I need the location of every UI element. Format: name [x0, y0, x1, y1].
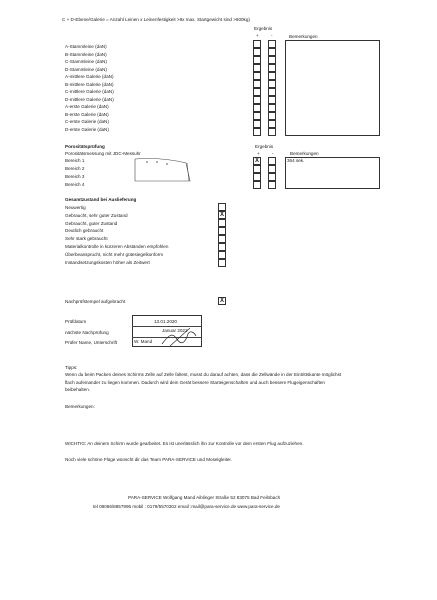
wishes-text: Noch viele schöne Flüge wünscht dir das Team PARA-SERVICE und Moselgleiter.: [65, 457, 232, 462]
checkbox[interactable]: [268, 112, 276, 120]
checkbox[interactable]: [268, 72, 276, 80]
porosity-remark-value: 364 sek.: [287, 158, 305, 163]
checkbox[interactable]: [268, 48, 276, 56]
footer-contact: tel 08066/8857996 mobil : 0179/5570302 email :mail@para-service.de www.para-service.de: [93, 504, 280, 509]
bereich2-minus-checkbox[interactable]: [268, 165, 276, 173]
checkbox[interactable]: [253, 64, 261, 72]
bereich2-plus-checkbox[interactable]: [253, 165, 261, 173]
bereich1-plus-checkbox[interactable]: X: [254, 158, 259, 164]
tips-line: Wenn du beim Packen deines Schirms Zelle auf Zelle faltest, musst du darauf achten, dass die Zellwände in der Eintrittskante möglichst: [65, 372, 342, 377]
row-label: B-Stammleine (daN): [65, 51, 107, 57]
important-note: WICHTIG: An deinem Schirm wurde gearbeitet. Es ist unerlässlich ihn zur Kontrolle vor dem ersten Flug aufzuziehen.: [65, 441, 304, 446]
checkbox[interactable]: [253, 40, 261, 48]
pruefdatum-value: 13.01.2020: [154, 319, 177, 324]
condition-checkbox[interactable]: X: [219, 212, 224, 218]
checkbox[interactable]: [268, 104, 276, 112]
stamp-checkbox[interactable]: X: [219, 298, 224, 304]
bemerkungen-label: Bemerkungen: [289, 34, 318, 39]
checkbox[interactable]: [253, 104, 261, 112]
tips-line: beibehalten.: [65, 387, 91, 392]
naechste-value: Januar 2022: [162, 328, 188, 333]
condition-checkbox-column: [218, 203, 226, 267]
condition-label: Neuwertig: [65, 205, 86, 210]
signature-icon: [160, 326, 200, 348]
condition-checkbox[interactable]: [218, 251, 226, 259]
formula-text: C + D-Ebene/Galerie = Anzahl Leinen x Leinenfestigkeit >8x max. Startgewicht sind >600kg): [62, 17, 250, 22]
checkbox[interactable]: [268, 96, 276, 104]
row-label: C-mittlere Galerie (daN): [65, 89, 114, 94]
bereich3-minus-checkbox[interactable]: [268, 173, 276, 181]
checkbox[interactable]: [253, 80, 261, 88]
condition-label: Gebraucht, guter Zustand: [65, 220, 118, 226]
checkbox[interactable]: [268, 128, 276, 136]
bereich4-minus-checkbox[interactable]: [268, 181, 276, 189]
condition-title: Gesamtzustand bei Auslieferung: [65, 197, 137, 202]
checkbox[interactable]: [268, 80, 276, 88]
checkbox[interactable]: [268, 56, 276, 64]
remarks-label: Bemerkungen:: [65, 404, 95, 409]
pruefdatum-label: Prüfdatum: [65, 319, 87, 324]
bereich3-plus-checkbox[interactable]: [253, 173, 261, 181]
checkbox[interactable]: [253, 88, 261, 96]
condition-checkbox[interactable]: [218, 259, 226, 267]
row-label: D-Stammleine (daN): [65, 66, 107, 72]
ergebnis-label: Ergebnis: [254, 26, 273, 31]
row-label: A-erste Galerie (daN): [65, 104, 109, 109]
checkbox[interactable]: [253, 56, 261, 64]
minus-label: -: [271, 33, 273, 38]
condition-checkbox[interactable]: [218, 203, 226, 211]
bemerkungen-label: Bemerkungen: [290, 151, 319, 156]
plus-checkbox-column: [253, 40, 261, 136]
bereich-label: Bereich 3: [65, 174, 85, 179]
plus-label: +: [256, 33, 259, 38]
tips-line: flach aufeinander zu liegen kommen. Dadurch wird dein Gerät bessere Starteigenschaften und auch bessere Flugeigenschaften: [65, 379, 325, 385]
naechste-label: nächste Nachprüfung: [65, 330, 109, 335]
tips-title: Tipps:: [65, 365, 78, 370]
stamp-label: Nachprüfstempel aufgebracht: [65, 299, 126, 304]
footer-address: PARA-SERVICE Wolfgang Mand Aiblinger Straße 52 83075 Bad Feilnbach: [128, 495, 281, 500]
wing-sketch-icon: [134, 157, 192, 183]
minus-label: -: [272, 151, 274, 156]
condition-label: Materialkontrolle in kürzeren Abständen empfohlen: [65, 244, 169, 249]
checkbox[interactable]: [253, 96, 261, 104]
condition-label: Instandsetzungskosten höher als Zeitwert: [65, 259, 150, 265]
checkbox[interactable]: [253, 48, 261, 56]
checkbox[interactable]: [253, 112, 261, 120]
condition-label: Sehr stark gebraucht: [65, 236, 108, 242]
checkbox[interactable]: [253, 128, 261, 136]
checkbox[interactable]: [268, 40, 276, 48]
row-label: D-erste Galerie (daN): [65, 126, 109, 132]
bereich4-plus-checkbox[interactable]: [253, 181, 261, 189]
checkbox[interactable]: [253, 72, 261, 80]
row-label: B-mittlere Galerie (daN): [65, 81, 114, 87]
plus-label: +: [257, 151, 260, 156]
minus-checkbox-column: [268, 40, 276, 136]
row-label: A-mittlere Galerie (daN): [65, 74, 114, 79]
checkbox[interactable]: [253, 120, 261, 128]
checkbox[interactable]: [268, 64, 276, 72]
row-label: A-Stammleine (daN): [65, 44, 107, 49]
bereich-label: Bereich 2: [65, 166, 85, 171]
row-label: D-mittlere Galerie (daN): [65, 96, 114, 102]
row-label: B-erste Galerie (daN): [65, 111, 109, 117]
condition-checkbox[interactable]: [218, 243, 226, 251]
porosity-ergebnis-label: Ergebnis: [255, 144, 274, 149]
porosity-subtitle: Porositätsmessung mit JDC-Messuhr: [65, 151, 141, 156]
bereich1-minus-checkbox[interactable]: [268, 157, 276, 165]
condition-checkbox[interactable]: [218, 235, 226, 243]
checkbox[interactable]: [268, 88, 276, 96]
checkbox[interactable]: [268, 120, 276, 128]
condition-label: Überbeansprucht, nicht mehr gütesiegelkonform: [65, 251, 164, 257]
bereich-label: Bereich 4: [65, 182, 85, 187]
bereich-label: Bereich 1: [65, 158, 85, 163]
remarks-box[interactable]: [285, 40, 380, 136]
pruefer-value: W. Mand: [134, 339, 153, 344]
row-label: C-erste Galerie (daN): [65, 119, 109, 124]
condition-label: Deutlich gebraucht: [65, 228, 104, 234]
condition-label: Gebraucht, sehr guter Zustand: [65, 212, 128, 218]
pruefer-label: Prüfer Name, Unterschrift: [65, 340, 118, 345]
row-label: C-Stammleine (daN): [65, 59, 107, 64]
porosity-title: Porositätsprüfung: [65, 144, 105, 149]
condition-checkbox[interactable]: [218, 227, 226, 235]
condition-checkbox[interactable]: [218, 219, 226, 227]
